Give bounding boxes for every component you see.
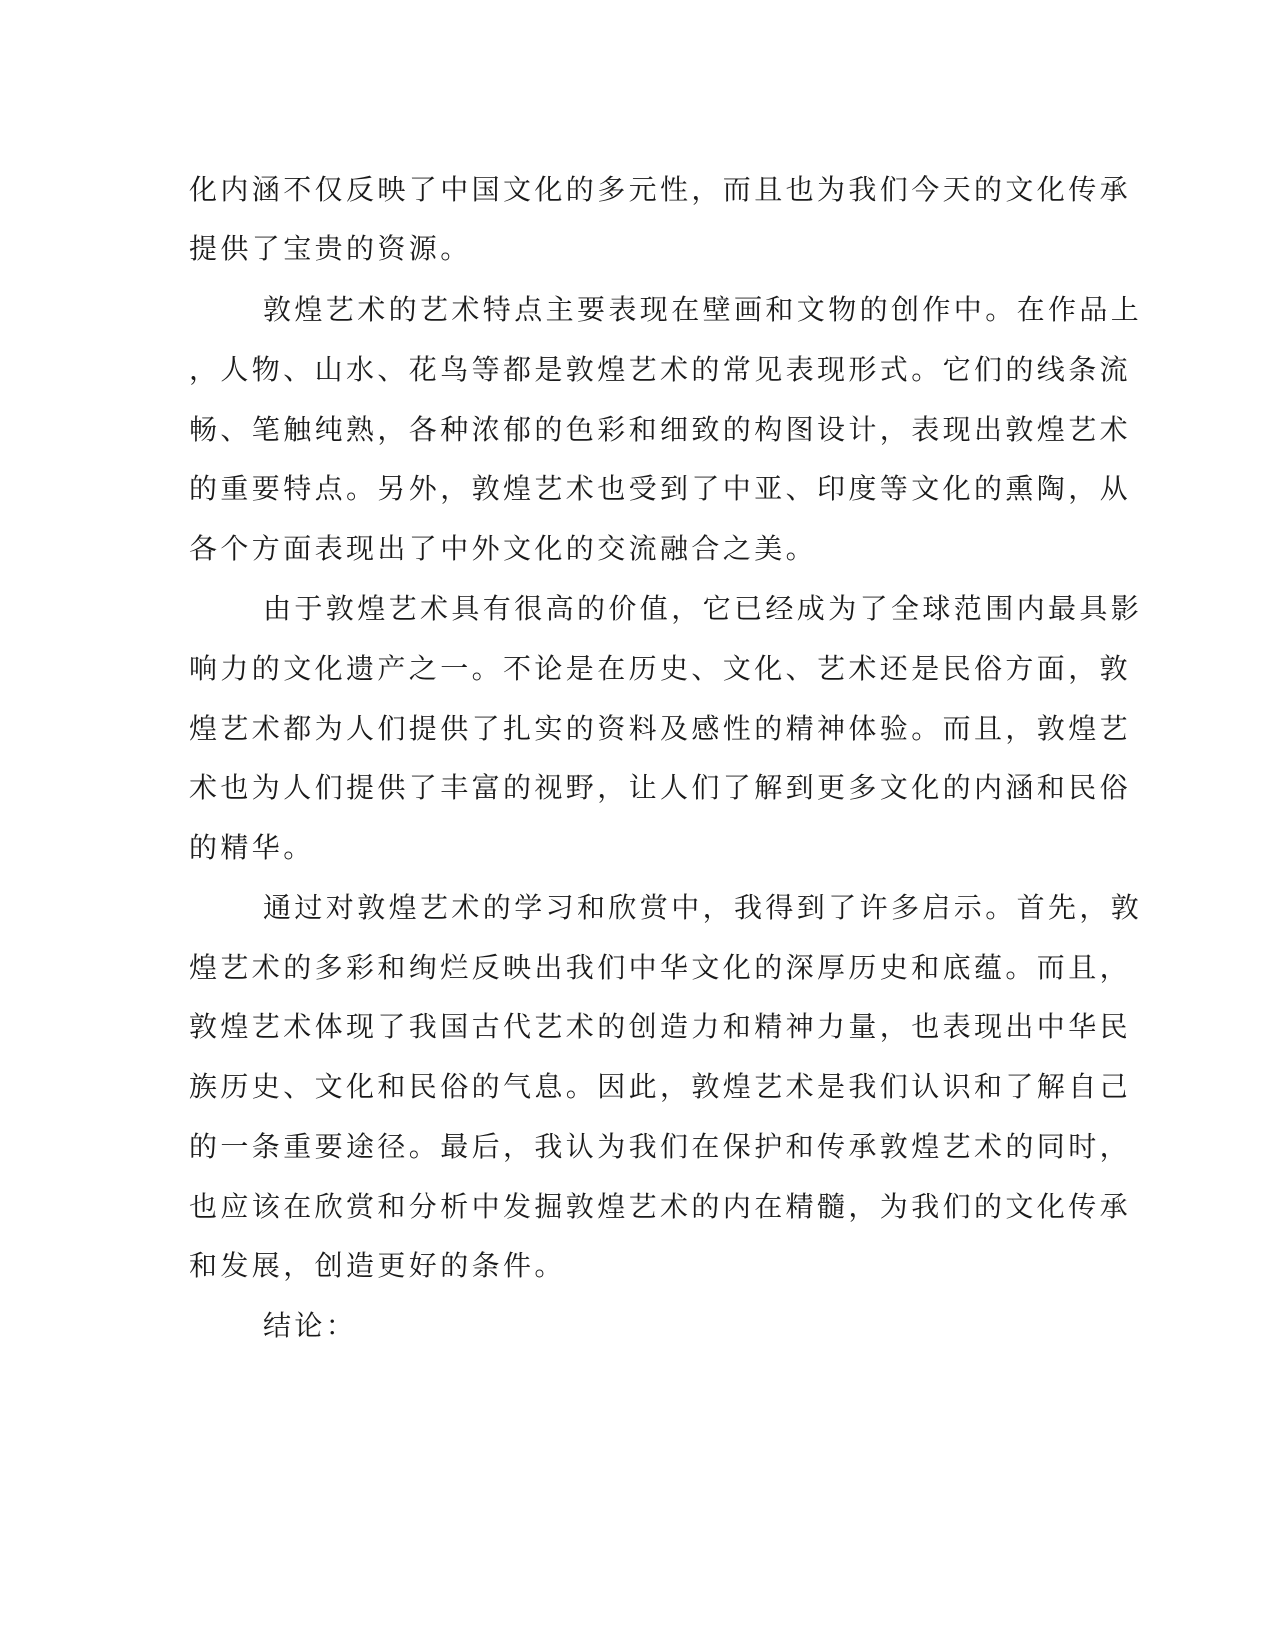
text-line: ，人物、山水、花鸟等都是敦煌艺术的常见表现形式。它们的线条流	[189, 353, 1132, 386]
paragraph-start-line: 通过对敦煌艺术的学习和欣赏中，我得到了许多启示。首先，敦	[263, 891, 1143, 924]
text-line: 的一条重要途径。最后，我认为我们在保护和传承敦煌艺术的同时，	[189, 1130, 1132, 1163]
text-line: 术也为人们提供了丰富的视野，让人们了解到更多文化的内涵和民俗	[189, 771, 1132, 804]
text-line: 和发展，创造更好的条件。	[189, 1249, 566, 1282]
conclusion-heading: 结论：	[263, 1309, 358, 1342]
text-line: 的重要特点。另外，敦煌艺术也受到了中亚、印度等文化的熏陶，从	[189, 472, 1132, 505]
text-line: 响力的文化遗产之一。不论是在历史、文化、艺术还是民俗方面，敦	[189, 652, 1132, 685]
text-line: 化内涵不仅反映了中国文化的多元性，而且也为我们今天的文化传承	[189, 173, 1132, 206]
text-line: 也应该在欣赏和分析中发掘敦煌艺术的内在精髓，为我们的文化传承	[189, 1190, 1132, 1223]
paragraph-start-line: 由于敦煌艺术具有很高的价值，它已经成为了全球范围内最具影	[263, 592, 1143, 625]
text-line: 敦煌艺术体现了我国古代艺术的创造力和精神力量，也表现出中华民	[189, 1010, 1132, 1043]
text-line: 煌艺术的多彩和绚烂反映出我们中华文化的深厚历史和底蕴。而且，	[189, 951, 1132, 984]
text-line: 各个方面表现出了中外文化的交流融合之美。	[189, 532, 818, 565]
text-line: 煌艺术都为人们提供了扎实的资料及感性的精神体验。而且，敦煌艺	[189, 712, 1132, 745]
text-line: 的精华。	[189, 831, 315, 864]
text-line: 提供了宝贵的资源。	[189, 232, 472, 265]
paragraph-start-line: 敦煌艺术的艺术特点主要表现在壁画和文物的创作中。在作品上	[263, 293, 1143, 326]
text-line: 畅、笔触纯熟，各种浓郁的色彩和细致的构图设计，表现出敦煌艺术	[189, 413, 1132, 446]
text-line: 族历史、文化和民俗的气息。因此，敦煌艺术是我们认识和了解自己	[189, 1070, 1132, 1103]
